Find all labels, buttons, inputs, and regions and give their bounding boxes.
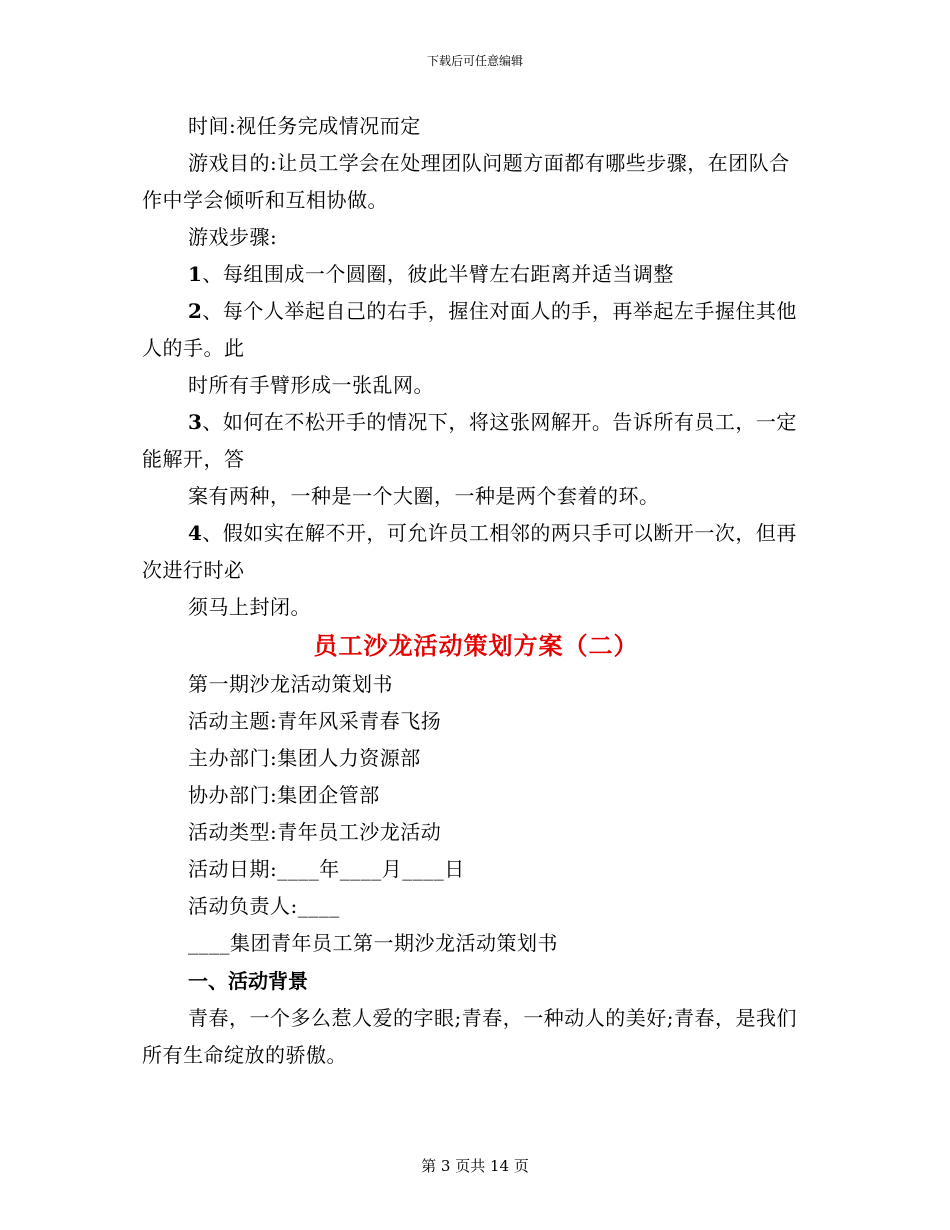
info-line-plan-title: ____集团青年员工第一期沙龙活动策划书 [188,931,558,955]
game-steps-label: 游戏步骤: [188,225,278,249]
step-3-number: 3 [188,410,203,434]
info-line-date: 活动日期:____年____月____日 [188,857,465,881]
step-3 [142,404,810,478]
step-2 [142,293,810,367]
step-4-text: 、假如实在解不开，可允许员工相邻的两只手可以断开一次，但再次进行时必 [142,521,797,582]
page-header: 下载后可任意编辑 [426,54,523,68]
background-heading: 一、活动背景 [188,969,308,993]
step-3-text: 、如何在不松开手的情况下，将这张网解开。告诉所有员工，一定能解开，答 [142,410,797,471]
background-paragraph: 青春，一个多么惹人爱的字眼;青春，一种动人的美好;青春，是我们所有生命绽放的骄傲。 [142,1006,797,1067]
time-line: 时间:视任务完成情况而定 [188,114,421,138]
section-title: 员工沙龙活动策划方案（二） [313,631,639,660]
info-line-type: 活动类型:青年员工沙龙活动 [188,820,442,844]
game-purpose-paragraph: 游戏目的:让员工学会在处理团队问题方面都有哪些步骤，在团队合作中学会倾听和互相协做。 [142,151,790,212]
document-body [142,108,810,1074]
info-line-owner: 活动负责人:____ [188,894,340,918]
info-line-theme: 活动主题:青年风采青春飞扬 [188,709,442,733]
page-footer: 第 3 页共 14 页 [421,1157,529,1175]
info-line-host: 主办部门:集团人力资源部 [188,746,421,770]
step-1 [142,256,810,293]
step-1-text: 、每组围成一个圆圈，彼此半臂左右距离并适当调整 [202,262,674,286]
step-2-text: 、每个人举起自己的右手，握住对面人的手，再举起左手握住其他人的手。此 [142,299,797,360]
step-2-continued: 时所有手臂形成一张乱网。 [188,373,434,397]
step-4 [142,515,810,589]
info-line-1: 第一期沙龙活动策划书 [188,672,393,696]
step-3-continued: 案有两种，一种是一个大圈，一种是两个套着的环。 [188,484,660,508]
step-2-number: 2 [188,299,203,323]
step-4-number: 4 [188,521,203,545]
step-1-number: 1 [188,262,203,286]
step-4-continued: 须马上封闭。 [188,595,311,619]
info-line-co-host: 协办部门:集团企管部 [188,783,380,807]
